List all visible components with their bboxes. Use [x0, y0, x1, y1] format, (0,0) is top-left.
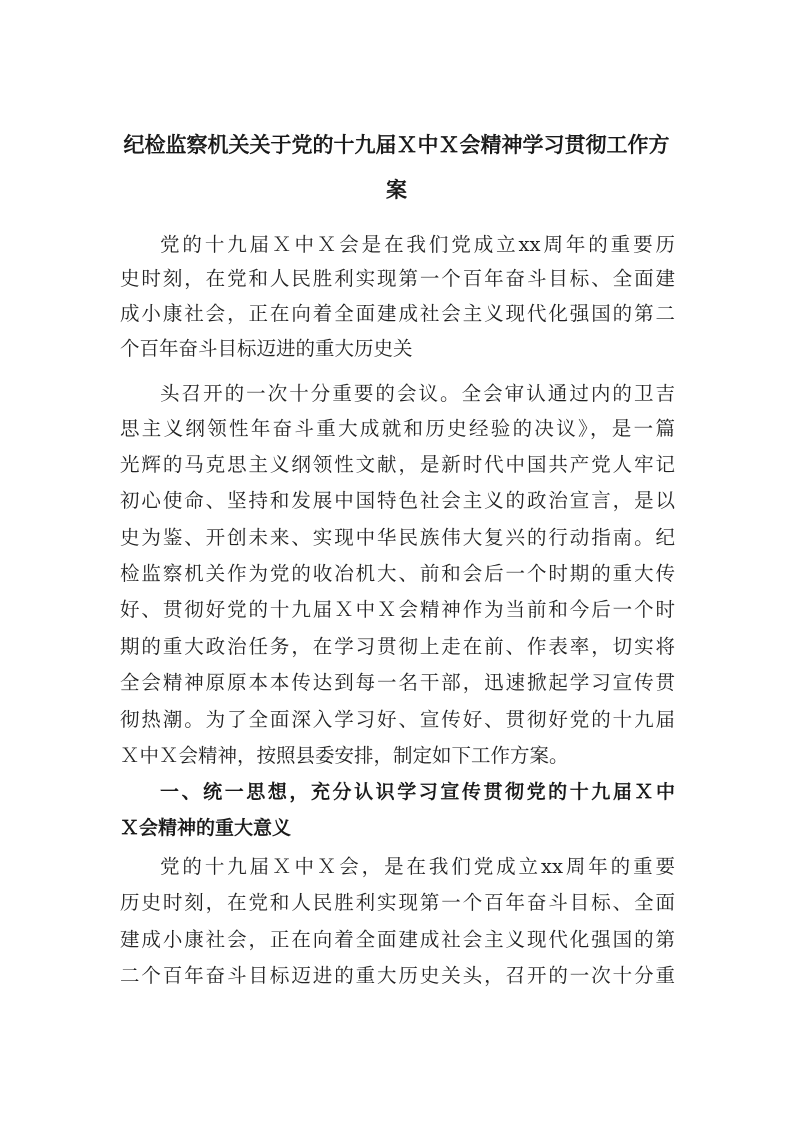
body-line: 检监察机关作为党的收冶机大、前和会后一个时期的重大传 — [120, 562, 675, 585]
body-line: 史为鉴、开创未来、实现中华民族伟大复兴的行动指南。纪 — [120, 526, 675, 549]
body-line: 党的十九届Ｘ中Ｘ会是在我们党成立xx周年的重要历 — [160, 233, 675, 256]
body-line: 史时刻，在党和人民胜利实现第一个百年奋斗目标、全面建 — [120, 267, 675, 290]
body-line: 成小康社会，正在向着全面建成社会主义现代化强国的第二 — [120, 302, 675, 325]
body-line: 二个百年奋斗目标迈进的重大历史关头，召开的一次十分重 — [120, 964, 675, 987]
body-line: 期的重大政治任务，在学习贯彻上走在前、作表率，切实将 — [120, 635, 675, 658]
body-line: 历史时刻，在党和人民胜利实现第一个百年奋斗目标、全面 — [120, 891, 675, 914]
body-line: 初心使命、坚持和发展中国特色社会主义的政治宣言，是以 — [120, 489, 675, 512]
section-heading-line-2: Ｘ会精神的重大意义 — [120, 817, 292, 839]
body-line: 好、贯彻好党的十九届Ｘ中Ｘ会精神作为当前和今后一个时 — [120, 598, 675, 621]
document-title-line-2: 案 — [386, 178, 407, 202]
document-title-line-1: 纪检监察机关关于党的十九届Ｘ中Ｘ会精神学习贯彻工作方 — [123, 133, 670, 157]
section-heading-line-1: 一、统一思想，充分认识学习宣传贯彻党的十九届Ｘ中 — [160, 781, 675, 803]
body-line: 建成小康社会，正在向着全面建成社会主义现代化强国的第 — [120, 928, 675, 951]
body-line: Ｘ中Ｘ会精神，按照县委安排，制定如下工作方案。 — [120, 744, 569, 767]
body-line: 彻热潮。为了全面深入学习好、宣传好、贯彻好党的十九届 — [120, 708, 675, 731]
body-line: 个百年奋斗目标迈进的重大历史关 — [120, 337, 413, 360]
body-line: 思主义纲领性年奋斗重大成就和历史经验的决议》，是一篇 — [120, 417, 675, 440]
body-line: 党的十九届Ｘ中Ｘ会，是在我们党成立xx周年的重要 — [160, 855, 675, 878]
body-line: 光辉的马克思主义纲领性文献，是新时代中国共产党人牢记 — [120, 453, 675, 476]
body-line: 头召开的一次十分重要的会议。全会审认通过内的卫吉 — [160, 382, 675, 405]
body-line: 全会精神原原本本传达到每一名干部，迅速掀起学习宣传贯 — [120, 671, 675, 694]
